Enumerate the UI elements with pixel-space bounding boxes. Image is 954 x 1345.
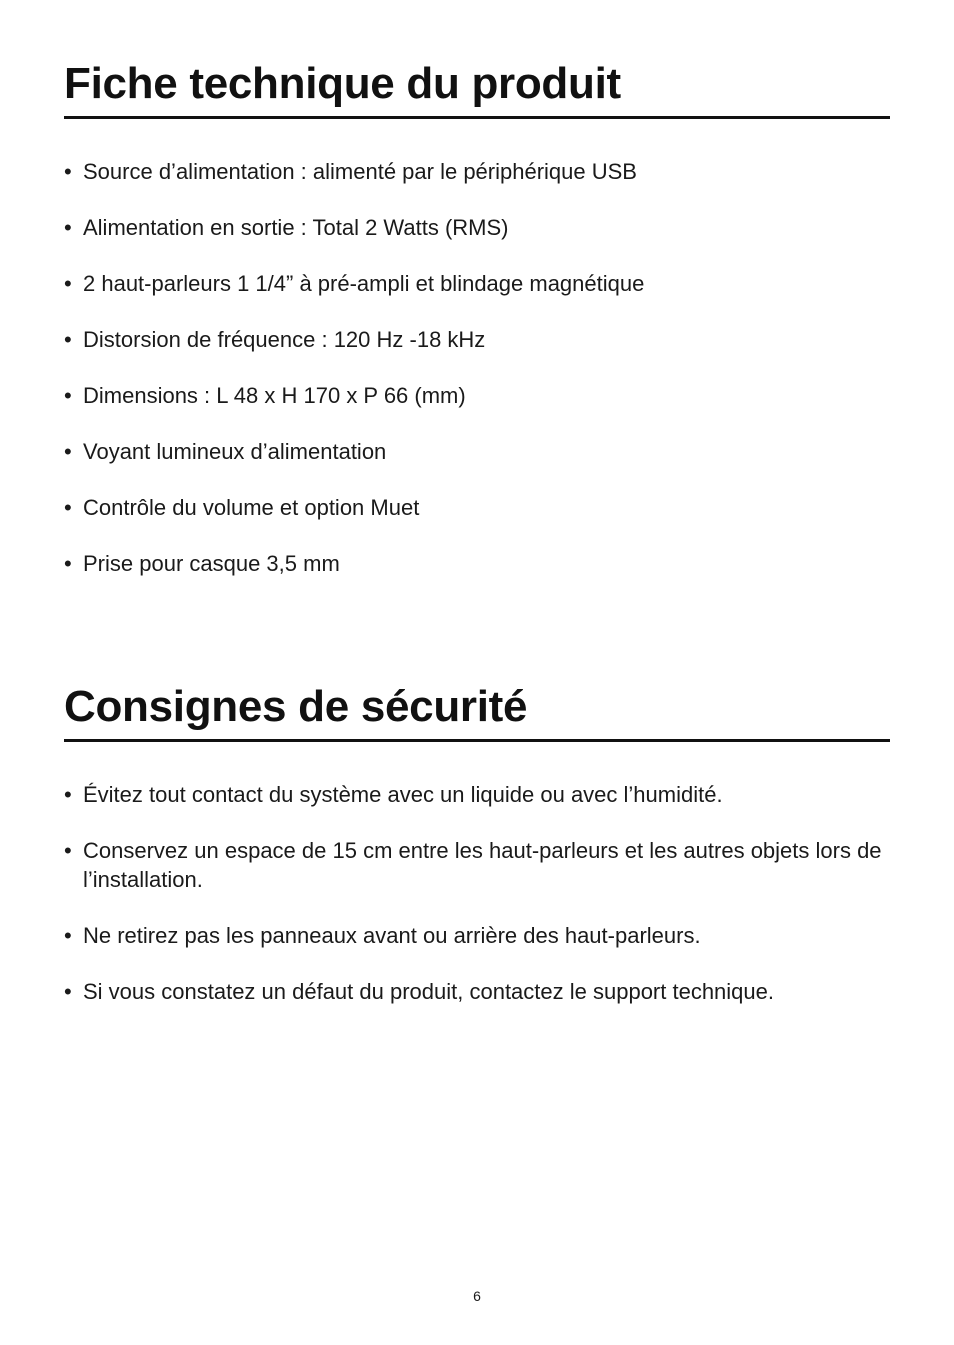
spec-item-frequency: • Distorsion de fréquence : 120 Hz -18 kHz: [64, 325, 890, 354]
safety-item-liquid: • Évitez tout contact du système avec un liquide ou avec l’humidité.: [64, 780, 890, 809]
spec-item-power-source: • Source d’alimentation : alimenté par le périphérique USB: [64, 157, 890, 186]
safety-item-panels: • Ne retirez pas les panneaux avant ou arrière des haut-parleurs.: [64, 921, 890, 950]
spec-section: [64, 59, 890, 605]
spec-item-output-power: • Alimentation en sortie : Total 2 Watts (RMS): [64, 213, 890, 242]
spec-item-headphone-jack: • Prise pour casque 3,5 mm: [64, 549, 890, 578]
spec-title: Fiche technique du produit: [64, 59, 621, 108]
spec-item-speakers: • 2 haut-parleurs 1 1/4” à pré-ampli et blindage magnétique: [64, 269, 890, 298]
safety-title: Consignes de sécurité: [64, 682, 528, 731]
safety-item-support: • Si vous constatez un défaut du produit, contactez le support technique.: [64, 977, 890, 1006]
safety-item-spacing: • Conservez un espace de 15 cm entre les haut-parleurs et les autres objets lors de l’installation.: [64, 836, 890, 894]
spec-title-rule: [64, 116, 890, 119]
safety-list: [64, 780, 890, 1006]
safety-title-rule: [64, 739, 890, 742]
spec-item-dimensions: • Dimensions : L 48 x H 170 x P 66 (mm): [64, 381, 890, 410]
safety-section: [64, 682, 890, 1033]
page-number: 6: [473, 1288, 481, 1304]
spec-list: [64, 157, 890, 578]
spec-item-power-led: • Voyant lumineux d’alimentation: [64, 437, 890, 466]
spec-item-volume-control: • Contrôle du volume et option Muet: [64, 493, 890, 522]
